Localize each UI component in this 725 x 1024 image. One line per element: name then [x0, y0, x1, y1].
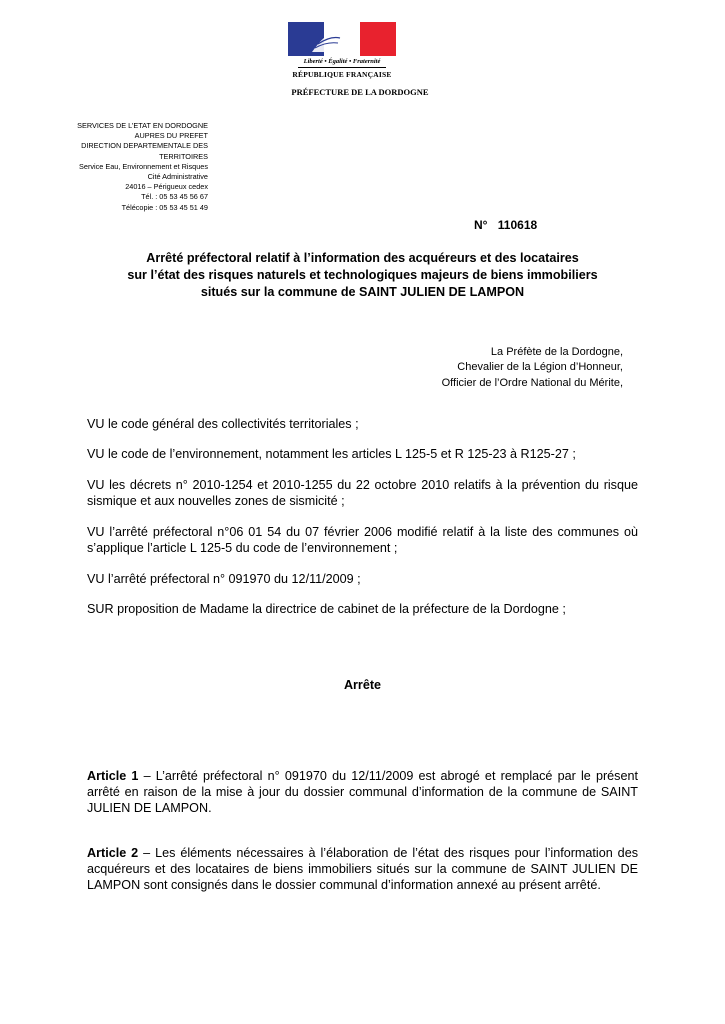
- services-line: AUPRES DU PREFET: [134, 131, 208, 141]
- article-label: Article 1: [87, 769, 139, 783]
- article-text: – L’arrêté préfectoral n° 091970 du 12/11/2009 est abrogé et remplacé par le présent arrêté en raison de la mise à jour du dossier communal d’information de la commune de SAINT JULIEN DE LAMPON.: [87, 769, 638, 815]
- decree-number: N° 110618: [474, 218, 538, 232]
- services-line: Service Eau, Environnement et Risques: [79, 161, 208, 171]
- tricolor-flag-icon: [288, 22, 396, 56]
- decree-title-line: situés sur la commune de SAINT JULIEN DE LAMPON: [200, 285, 525, 299]
- decree-title-line: sur l’état des risques naturels et technologiques majeurs de biens immobiliers: [127, 268, 598, 282]
- services-address-block: [30, 121, 208, 213]
- arrete-heading: Arrête: [343, 678, 382, 692]
- decree-title-line: Arrêté préfectoral relatif à l’information des acquéreurs et des locataires: [146, 251, 579, 265]
- services-line: Télécopie : 05 53 45 51 49: [121, 202, 208, 212]
- consideration-paragraph: VU l’arrêté préfectoral n° 091970 du 12/11/2009 ;: [87, 572, 361, 586]
- logo-divider: [298, 67, 386, 68]
- consideration-paragraph: VU l’arrêté préfectoral n°06 01 54 du 07 février 2006 modifié relatif à la liste des communes où s’applique l’article L 125-5 du code de l’environnement ;: [87, 525, 638, 555]
- consideration-paragraph: VU les décrets n° 2010-1254 et 2010-1255 du 22 octobre 2010 relatifs à la prévention du risque sismique et aux nouvelles zones de sismicité ;: [87, 478, 638, 508]
- decree-title: [60, 250, 665, 301]
- services-line: TERRITOIRES: [159, 151, 208, 161]
- article-1: [87, 768, 638, 816]
- prefecture-title: PRÉFECTURE DE LA DORDOGNE: [291, 87, 429, 97]
- article-2: [87, 845, 638, 893]
- article-label: Article 2: [87, 846, 139, 860]
- services-line: 24016 – Périgueux cedex: [125, 182, 208, 192]
- marianne-profile-icon: [288, 22, 396, 56]
- consideration-paragraph: VU le code général des collectivités territoriales ;: [87, 417, 359, 431]
- services-line: DIRECTION DEPARTEMENTALE DES: [81, 141, 208, 151]
- consideration-paragraph: SUR proposition de Madame la directrice de cabinet de la préfecture de la Dordogne ;: [87, 602, 566, 616]
- consideration-paragraph: VU le code de l’environnement, notamment les articles L 125-5 et R 125-23 à R125-27 ;: [87, 447, 576, 461]
- services-line: SERVICES DE L’ETAT EN DORDOGNE: [77, 121, 208, 130]
- signatory-line: Officier de l’Ordre National du Mérite,: [441, 376, 623, 389]
- signatory-block: [380, 345, 623, 391]
- logo-motto: Liberté • Égalité • Fraternité: [303, 58, 381, 65]
- services-line: Tél. : 05 53 45 56 67: [141, 192, 208, 202]
- signatory-line: Chevalier de la Légion d’Honneur,: [457, 361, 623, 374]
- republique-francaise-logo: [288, 22, 396, 84]
- signatory-line: La Préfète de la Dordogne,: [490, 346, 623, 358]
- services-line: Cité Administrative: [147, 172, 208, 182]
- logo-republic-text: RÉPUBLIQUE FRANÇAISE: [292, 70, 392, 79]
- article-text: – Les éléments nécessaires à l’élaboration de l’état des risques pour l’information des acquéreurs et des locataires de biens immobiliers situés sur la commune de SAINT JULIEN DE LAMPON sont consignés dans le dossier communal d’information annexé au présent arrêté.: [87, 846, 638, 892]
